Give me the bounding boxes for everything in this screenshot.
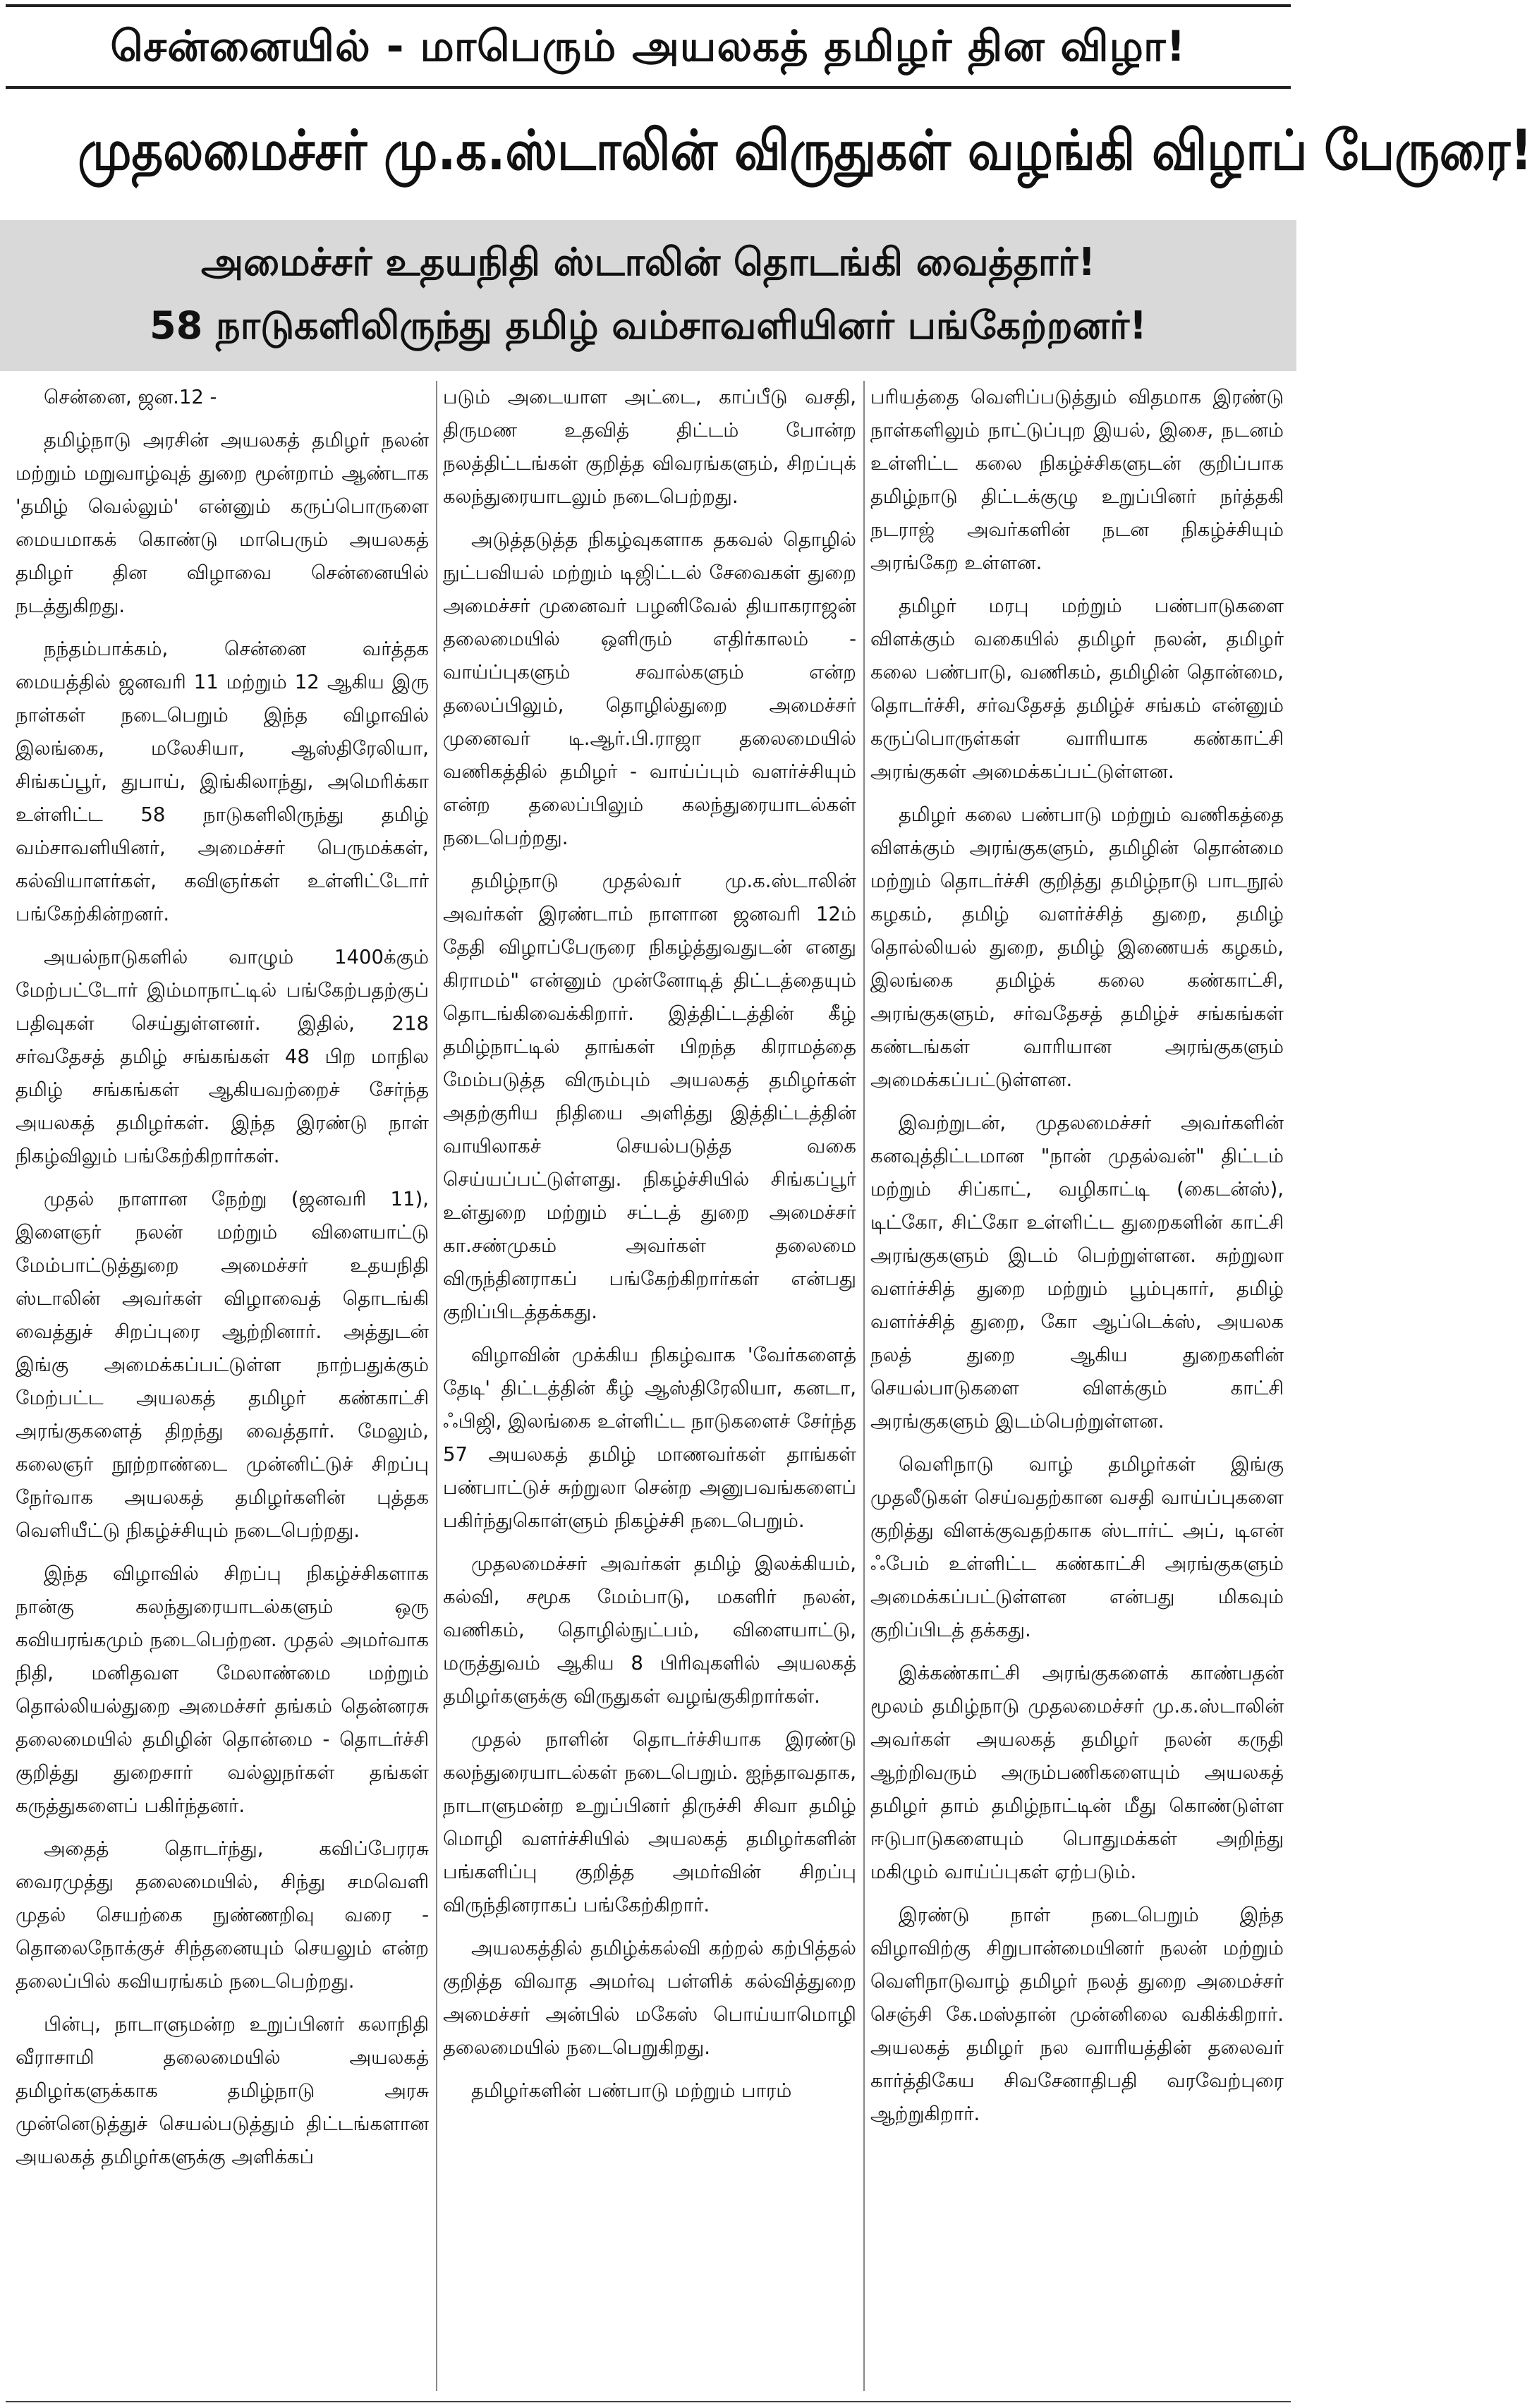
paragraph: தமிழர் மரபு மற்றும் பண்பாடுகளை விளக்கும் வகையில் தமிழர் நலன், தமிழர் கலை பண்பாடு, வணிகம், தமிழின் தொன்மை, தொடர்ச்சி, சர்வதேசத் தமிழ்ச் சங்கம் என்னும் கருப்பொருள்கள் வாரியாக கண்காட்சி அரங்குகள் அமைக்கப்பட்டுள்ளன. — [870, 595, 1284, 783]
article-column-1 — [16, 381, 429, 2391]
headline-divider — [6, 86, 1291, 89]
paragraph: தமிழ்நாடு முதல்வர் மு.க.ஸ்டாலின் அவர்கள் இரண்டாம் நாளான ஜனவரி 12ம் தேதி விழாப்பேருரை நிகழ்த்துவதுடன் எனது கிராமம்" என்னும் முன்னோடித் திட்டத்தையும் தொடங்கிவைக்கிறார். இத்திட்டத்தின் கீழ் தமிழ்நாட்டில் தாங்கள் பிறந்த கிராமத்தை மேம்படுத்த விரும்பும் அயலகத் தமிழர்கள் அதற்குரிய நிதியை அளித்து இத்திட்டத்தின் வாயிலாகச் செயல்படுத்த வகை செய்யப்பட்டுள்ளது. நிகழ்ச்சியில் சிங்கப்பூர் உள்துறை மற்றும் சட்டத் துறை அமைச்சர் கா.சண்முகம் அவர்கள் தலைமை விருந்தினராகப் பங்கேற்கிறார்கள் என்பது குறிப்பிடத்தக்கது. — [443, 870, 856, 1323]
paragraph: இவற்றுடன், முதலமைச்சர் அவர்களின் கனவுத்திட்டமான "நான் முதல்வன்" திட்டம் மற்றும் சிப்காட், வழிகாட்டி (கைடன்ஸ்), டிட்கோ, சிட்கோ உள்ளிட்ட துறைகளின் காட்சி அரங்குகளும் இடம் பெற்றுள்ளன. சுற்றுலா வளர்ச்சித் துறை மற்றும் பூம்புகார், தமிழ் வளர்ச்சித் துறை, கோ ஆப்டெக்ஸ், அயலக நலத் துறை ஆகிய துறைகளின் செயல்பாடுகளை விளக்கும் காட்சி அரங்குகளும் இடம்பெற்றுள்ளன. — [870, 1112, 1284, 1433]
paragraph: விழாவின் முக்கிய நிகழ்வாக 'வேர்களைத் தேடி' திட்டத்தின் கீழ் ஆஸ்திரேலியா, கனடா, ஃபிஜி, இலங்கை உள்ளிட்ட நாடுகளைச் சேர்ந்த 57 அயலகத் தமிழ் மாணவர்கள் தாங்கள் பண்பாட்டுச் சுற்றுலா சென்ற அனுபவங்களைப் பகிர்ந்துகொள்ளும் நிகழ்ச்சி நடைபெறும். — [443, 1344, 856, 1532]
column-rule — [863, 381, 865, 2391]
article-column-2 — [443, 381, 856, 2391]
main-headline: முதலமைச்சர் மு.க.ஸ்டாலின் விருதுகள் வழங்கி விழாப் பேருரை! — [78, 119, 1532, 183]
paragraph: பின்பு, நாடாளுமன்ற உறுப்பினர் கலாநிதி வீராசாமி தலைமையில் அயலகத் தமிழர்களுக்காக தமிழ்நாடு அரசு முன்னெடுத்துச் செயல்படுத்தும் திட்டங்களான அயலகத் தமிழர்களுக்கு அளிக்கப் — [16, 2013, 429, 2168]
paragraph: அயலகத்தில் தமிழ்க்கல்வி கற்றல் கற்பித்தல் குறித்த விவாத அமர்வு பள்ளிக் கல்வித்துறை அமைச்சர் அன்பில் மகேஸ் பொய்யாமொழி தலைமையில் நடைபெறுகிறது. — [443, 1937, 856, 2059]
paragraph: தமிழர்களின் பண்பாடு மற்றும் பாரம் — [471, 2079, 792, 2102]
dateline: சென்னை, ஜன.12 - — [44, 386, 217, 408]
paragraph: அடுத்தடுத்த நிகழ்வுகளாக தகவல் தொழில் நுட்பவியல் மற்றும் டிஜிட்டல் சேவைகள் துறை அமைச்சர் முனைவர் பழனிவேல் தியாகராஜன் தலைமையில் ஒளிரும் எதிர்காலம் - வாய்ப்புகளும் சவால்களும் என்ற தலைப்பிலும், தொழில்துறை அமைச்சர் முனைவர் டி.ஆர்.பி.ராஜா தலைமையில் வணிகத்தில் தமிழர் - வாய்ப்பும் வளர்ச்சியும் என்ற தலைப்பிலும் கலந்துரையாடல்கள் நடைபெற்றது. — [443, 528, 856, 849]
paragraph: தமிழர் கலை பண்பாடு மற்றும் வணிகத்தை விளக்கும் அரங்குகளும், தமிழின் தொன்மை மற்றும் தொடர்ச்சி குறித்து தமிழ்நாடு பாடநூல் கழகம், தமிழ் வளர்ச்சித் துறை, தமிழ் தொல்லியல் துறை, தமிழ் இணையக் கழகம், இலங்கை தமிழ்க் கலை கண்காட்சி, அரங்குகளும், சர்வதேசத் தமிழ்ச் சங்கங்கள் கண்டங்கள் வாரியான அரங்குகளும் அமைக்கப்பட்டுள்ளன. — [870, 803, 1284, 1091]
paragraph: இக்கண்காட்சி அரங்குகளைக் காண்பதன் மூலம் தமிழ்நாடு முதலமைச்சர் மு.க.ஸ்டாலின் அவர்கள் அயலகத் தமிழர் நலன் கருதி ஆற்றிவரும் அரும்பணிகளையும் அயலகத் தமிழர் தாம் தமிழ்நாட்டின் மீது கொண்டுள்ள ஈடுபாடுகளையும் பொதுமக்கள் அறிந்து மகிழும் வாய்ப்புகள் ஏற்படும். — [870, 1662, 1284, 1883]
paragraph: அதைத் தொடர்ந்து, கவிப்பேரரசு வைரமுத்து தலைமையில், சிந்து சமவெளி முதல் செயற்கை நுண்ணறிவு வரை - தொலைநோக்குச் சிந்தனையும் செயலும் என்ற தலைப்பில் கவியரங்கம் நடைபெற்றது. — [16, 1837, 429, 1993]
paragraph: இந்த விழாவில் சிறப்பு நிகழ்ச்சிகளாக நான்கு கலந்துரையாடல்களும் ஒரு கவியரங்கமும் நடைபெற்றன. முதல் அமர்வாக நிதி, மனிதவள மேலாண்மை மற்றும் தொல்லியல்துறை அமைச்சர் தங்கம் தென்னரசு தலைமையில் தமிழின் தொன்மை - தொடர்ச்சி குறித்து துறைசார் வல்லுநர்கள் தங்கள் கருத்துகளைப் பகிர்ந்தனர். — [16, 1562, 429, 1817]
top-rule — [6, 4, 1291, 7]
article-body — [16, 381, 1285, 2391]
headline-top: சென்னையில் - மாபெரும் அயலகத் தமிழர் தின விழா! — [110, 22, 1186, 71]
paragraph: பரியத்தை வெளிப்படுத்தும் விதமாக இரண்டு நாள்களிலும் நாட்டுப்புற இயல், இசை, நடனம் உள்ளிட்ட கலை நிகழ்ச்சிகளுடன் குறிப்பாக தமிழ்நாடு திட்டக்குழு உறுப்பினர் நர்த்தகி நடராஜ் அவர்களின் நடன நிகழ்ச்சியும் அரங்கேற உள்ளன. — [870, 386, 1284, 574]
bottom-rule — [6, 2401, 1291, 2402]
paragraph: படும் அடையாள அட்டை, காப்பீடு வசதி, திருமண உதவித் திட்டம் போன்ற நலத்திட்டங்கள் குறித்த விவரங்களும், சிறப்புக் கலந்துரையாடலும் நடைபெற்றது. — [443, 386, 856, 508]
column-rule — [436, 381, 437, 2391]
paragraph: முதல் நாளின் தொடர்ச்சியாக இரண்டு கலந்துரையாடல்கள் நடைபெறும். ஐந்தாவதாக, நாடாளுமன்ற உறுப்பினர் திருச்சி சிவா தமிழ் மொழி வளர்ச்சியில் அயலகத் தமிழர்களின் பங்களிப்பு குறித்த அமர்வின் சிறப்பு விருந்தினராகப் பங்கேற்கிறார். — [443, 1728, 856, 1916]
paragraph: நந்தம்பாக்கம், சென்னை வர்த்தக மையத்தில் ஜனவரி 11 மற்றும் 12 ஆகிய இரு நாள்கள் நடைபெறும் இந்த விழாவில் இலங்கை, மலேசியா, ஆஸ்திரேலியா, சிங்கப்பூர், துபாய், இங்கிலாந்து, அமெரிக்கா உள்ளிட்ட 58 நாடுகளிலிருந்து தமிழ் வம்சாவளியினர், அமைச்சர் பெருமக்கள், கல்வியாளர்கள், கவிஞர்கள் உள்ளிட்டோர் பங்கேற்கின்றனர். — [16, 638, 429, 925]
article-column-3 — [870, 381, 1284, 2391]
paragraph: முதலமைச்சர் அவர்கள் தமிழ் இலக்கியம், கல்வி, சமூக மேம்பாடு, மகளிர் நலன், வணிகம், தொழில்நுட்பம், விளையாட்டு, மருத்துவம் ஆகிய 8 பிரிவுகளில் அயலகத் தமிழர்களுக்கு விருதுகள் வழங்குகிறார்கள். — [443, 1552, 856, 1708]
paragraph: வெளிநாடு வாழ் தமிழர்கள் இங்கு முதலீடுகள் செய்வதற்கான வசதி வாய்ப்புகளை குறித்து விளக்குவதற்காக ஸ்டார்ட் அப், டிஎன் ஃபேம் உள்ளிட்ட கண்காட்சி அரங்குகளும் அமைக்கப்பட்டுள்ளன என்பது மிகவும் குறிப்பிடத் தக்கது. — [870, 1453, 1284, 1641]
paragraph: தமிழ்நாடு அரசின் அயலகத் தமிழர் நலன் மற்றும் மறுவாழ்வுத் துறை மூன்றாம் ஆண்டாக 'தமிழ் வெல்லும்' என்னும் கருப்பொருளை மையமாகக் கொண்டு மாபெரும் அயலகத் தமிழர் தின விழாவை சென்னையில் நடத்துகிறது. — [16, 429, 429, 617]
subheadline-1: அமைச்சர் உதயநிதி ஸ்டாலின் தொடங்கி வைத்தார்! — [201, 240, 1095, 284]
subheadline-2: 58 நாடுகளிலிருந்து தமிழ் வம்சாவளியினர் பங்கேற்றனர்! — [150, 303, 1147, 348]
paragraph: முதல் நாளான நேற்று (ஜனவரி 11), இளைஞர் நலன் மற்றும் விளையாட்டு மேம்பாட்டுத்துறை அமைச்சர் உதயநிதி ஸ்டாலின் அவர்கள் விழாவைத் தொடங்கி வைத்துச் சிறப்புரை ஆற்றினார். அத்துடன் இங்கு அமைக்கப்பட்டுள்ள நாற்பதுக்கும் மேற்பட்ட அயலகத் தமிழர் கண்காட்சி அரங்குகளைத் திறந்து வைத்தார். மேலும், கலைஞர் நூற்றாண்டை முன்னிட்டுச் சிறப்பு நேர்வாக அயலகத் தமிழர்களின் புத்தக வெளியீட்டு நிகழ்ச்சியும் நடைபெற்றது. — [16, 1188, 429, 1542]
paragraph: இரண்டு நாள் நடைபெறும் இந்த விழாவிற்கு சிறுபான்மையினர் நலன் மற்றும் வெளிநாடுவாழ் தமிழர் நலத் துறை அமைச்சர் செஞ்சி கே.மஸ்தான் முன்னிலை வகிக்கிறார். அயலகத் தமிழர் நல வாரியத்தின் தலைவர் கார்த்திகேய சிவசேனாதிபதி வரவேற்புரை ஆற்றுகிறார். — [870, 1904, 1284, 2125]
paragraph: அயல்நாடுகளில் வாழும் 1400க்கும் மேற்பட்டோர் இம்மாநாட்டில் பங்கேற்பதற்குப் பதிவுகள் செய்துள்ளனர். இதில், 218 சர்வதேசத் தமிழ் சங்கங்கள் 48 பிற மாநில தமிழ் சங்கங்கள் ஆகியவற்றைச் சேர்ந்த அயலகத் தமிழர்கள். இந்த இரண்டு நாள் நிகழ்விலும் பங்கேற்கிறார்கள். — [16, 946, 429, 1167]
